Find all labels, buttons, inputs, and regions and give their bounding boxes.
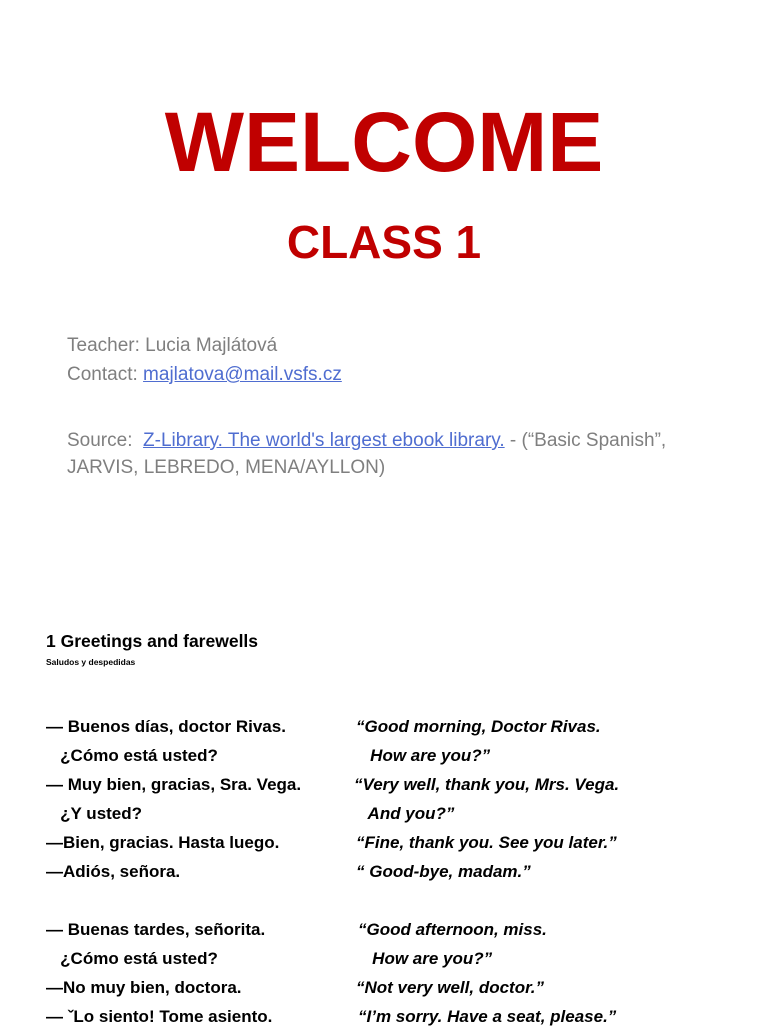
source-details: - (“Basic Spanish”, JARVIS, LEBREDO, MENA/AYLLON) — [67, 430, 667, 478]
dialogue-line-spanish: —No muy bien, doctora. — [46, 978, 242, 997]
contact-label: Contact: — [67, 364, 144, 385]
source-line — [67, 427, 727, 481]
dialogue-line-english: “Good afternoon, miss. — [358, 920, 547, 939]
slide-title: WELCOME — [164, 95, 604, 189]
dialogue-line-spanish: ¿Cómo está usted? — [46, 949, 218, 968]
dialogue-line-spanish: — Buenas tardes, señorita. — [46, 920, 266, 939]
teacher-name: Lucia Majlátová — [145, 335, 278, 356]
dialogue-line-english: “Not very well, doctor.” — [356, 978, 544, 997]
contact-line — [67, 364, 342, 387]
source-link[interactable]: Z-Library. The world's largest ebook library. — [143, 430, 505, 451]
dialogue-line-english: And you?” — [354, 804, 455, 823]
section-title: 1 Greetings and farewells — [46, 631, 259, 651]
dialogue-line-english: “Fine, thank you. See you later.” — [356, 833, 617, 852]
dialogue-line-spanish: — ˇLo siento! Tome asiento. — [46, 1007, 273, 1026]
dialogue-line-spanish: ¿Cómo está usted? — [46, 746, 218, 765]
dialogue-line-english: “Very well, thank you, Mrs. Vega. — [354, 775, 620, 794]
dialogue-line-spanish: —Bien, gracias. Hasta luego. — [46, 833, 280, 852]
teacher-line — [67, 335, 277, 358]
slide-subtitle: CLASS 1 — [286, 216, 482, 268]
dialogue-line-spanish: —Adiós, señora. — [46, 862, 181, 881]
slide-greetings — [0, 575, 768, 1024]
dialogue-line-spanish: — Buenos días, doctor Rivas. — [46, 717, 286, 736]
dialogue-line-english: How are you?” — [358, 949, 493, 968]
dialogue-line-english: “ Good-bye, madam.” — [356, 862, 531, 881]
dialogue-line-english: How are you?” — [356, 746, 491, 765]
section-subtitle: Saludos y despedidas — [46, 657, 136, 667]
dialogue-line-english: “I’m sorry. Have a seat, please.” — [358, 1007, 617, 1026]
dialogue-line-spanish: — Muy bien, gracias, Sra. Vega. — [46, 775, 302, 794]
dialogue-line-spanish: ¿Y usted? — [46, 804, 143, 823]
dialogue-line-english: “Good morning, Doctor Rivas. — [356, 717, 601, 736]
source-label: Source: — [67, 430, 144, 451]
teacher-label: Teacher: — [67, 335, 146, 356]
contact-email-link[interactable]: majlatova@mail.vsfs.cz — [143, 364, 342, 385]
